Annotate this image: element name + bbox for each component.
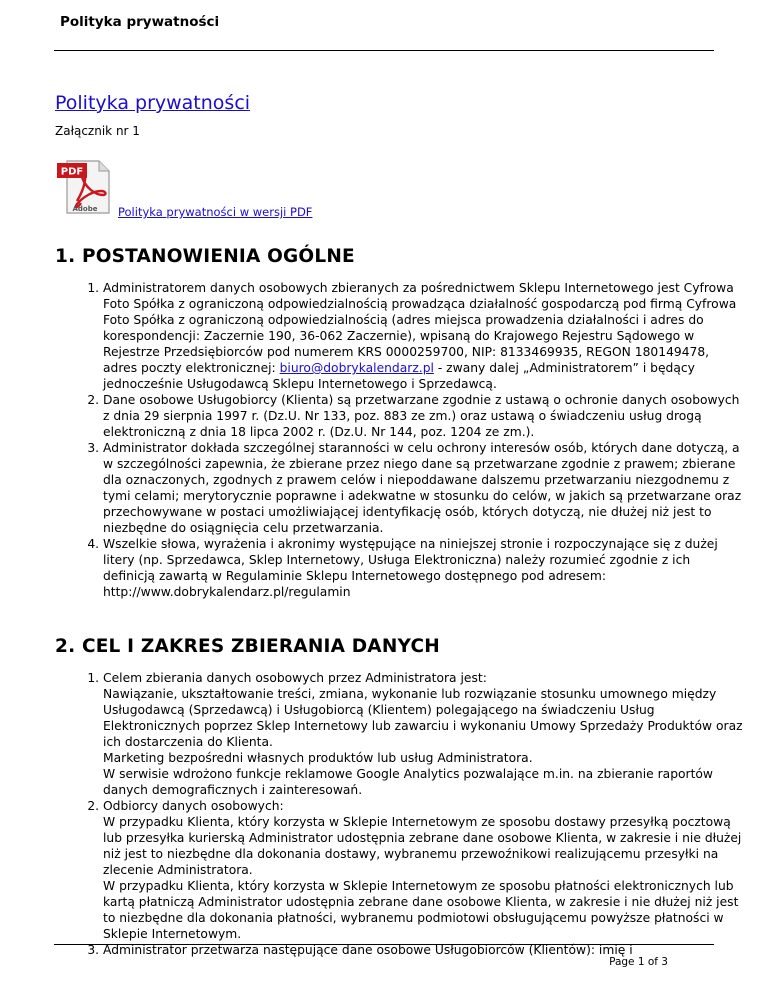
title-link[interactable]: Polityka prywatności xyxy=(55,92,251,114)
footer-divider xyxy=(54,944,714,945)
annex-label: Załącznik nr 1 xyxy=(55,124,140,138)
page-header-title: Polityka prywatności xyxy=(60,14,220,30)
list-item: 2. Odbiorcy danych osobowych: W przypadku Klienta, który korzysta w Sklepie Internetowym ze sposobu dostawy przesyłką pocztową lub przesyłka kurierską Administrator udostępnia zebrane dane osobowe Klienta, w zakresie i nie dłużej niż jest to niezbędne dla dokonania dostawy, wybranemu przewoźnikowi realizującemu przesyłki na zlecenie Administratora. W przypadku Klienta, który korzysta w Sklepie Internetowym ze sposobu płatności elektronicznych lub kartą płatniczą Administrator udostępnia zebrane dane osobowe Klienta, w zakresie i nie dłużej niż jest to niezbędne dla dokonania płatności, wybranemu podmiotowi obsługującemu powyższe płatności w Sklepie Internetowym. xyxy=(103,798,743,942)
list-item: 1. Administratorem danych osobowych zbieranych za pośrednictwem Sklepu Internetowego jest Cyfrowa Foto Spółka z ograniczoną odpowiedzialnością prowadząca działalność gospodarczą pod firmą Cyfrowa Foto Spółka z ograniczoną odpowiedzialnością (adres miejsca prowadzenia działalności i adres do korespondencji: Zaczernie 190, 36-062 Zaczernie), wpisaną do Krajowego Rejestru Sądowego w Rejestrze Przedsiębiorców pod numerem KRS 0000259700, NIP: 8133469935, REGON 180149478, adres poczty elektronicznej: biuro@dobrykalendarz.pl - zwany dalej „Administratorem” i będący jednocześnie Usługodawcą Sklepu Internetowego i Sprzedawcą. xyxy=(103,280,743,392)
svg-text:Adobe: Adobe xyxy=(72,205,98,213)
list-item: 4. Wszelkie słowa, wyrażenia i akronimy występujące na niniejszej stronie i rozpoczynające się z dużej litery (np. Sprzedawca, Sklep Internetowy, Usługa Elektroniczna) należy rozumieć zgodnie z ich definicją zawartą w Regulaminie Sklepu Internetowego dostępnego pod adresem: http://www.dobrykalendarz.pl/regulamin xyxy=(103,536,743,600)
email-link[interactable]: biuro@dobrykalendarz.pl xyxy=(279,361,434,375)
pdf-download-link[interactable]: Polityka prywatności w wersji PDF xyxy=(118,205,313,219)
list-item: 3. Administrator przetwarza następujące dane osobowe Usługobiorców (Klientów): imię i xyxy=(103,942,743,958)
svg-text:PDF: PDF xyxy=(60,166,84,178)
list-item: 2. Dane osobowe Usługobiorcy (Klienta) są przetwarzane zgodnie z ustawą o ochronie danych osobowych z dnia 29 sierpnia 1997 r. (Dz.U. Nr 133, poz. 883 ze zm.) oraz ustawą o świadczeniu usług drogą elektroniczną z dnia 18 lipca 2002 r. (Dz.U. Nr 144, poz. 1204 ze zm.). xyxy=(103,392,743,440)
section-2-heading: 2. CEL I ZAKRES ZBIERANIA DANYCH xyxy=(55,636,440,657)
list-item: 3. Administrator dokłada szczególnej staranności w celu ochrony interesów osób, których dane dotyczą, a w szczególności zapewnia, że zbierane przez niego dane są przetwarzane zgodnie z prawem; zbierane dla oznaczonych, zgodnych z prawem celów i niepoddawane dalszemu przetwarzaniu niezgodnemu z tymi celami; merytorycznie poprawne i adekwatne w stosunku do celów, w jakich są przetwarzane oraz przechowywane w postaci umożliwiającej identyfikację osób, których dotyczą, nie dłużej niż jest to niezbędne do osiągnięcia celu przetwarzania. xyxy=(103,440,743,536)
page-number: Page 1 of 3 xyxy=(609,956,668,968)
section-1-list xyxy=(78,280,743,600)
list-item: 1. Celem zbierania danych osobowych przez Administratora jest: Nawiązanie, ukształtowanie treści, zmiana, wykonanie lub rozwiązanie stosunku umownego między Usługodawcą (Sprzedawcą) i Usługobiorcą (Klientem) polegającego na świadczeniu Usług Elektronicznych poprzez Sklep Internetowy lub zawarciu i wykonaniu Umowy Sprzedaży Produktów oraz ich dostarczenia do Klienta. Marketing bezpośredni własnych produktów lub usług Administratora. W serwisie wdrożono funkcje reklamowe Google Analytics pozwalające m.in. na zbieranie raportów danych demograficznych i zainteresowań. xyxy=(103,670,743,798)
section-2-list xyxy=(78,670,743,958)
header-divider xyxy=(54,50,714,51)
pdf-icon[interactable] xyxy=(55,157,117,217)
section-1-heading: 1. POSTANOWIENIA OGÓLNE xyxy=(55,246,355,267)
